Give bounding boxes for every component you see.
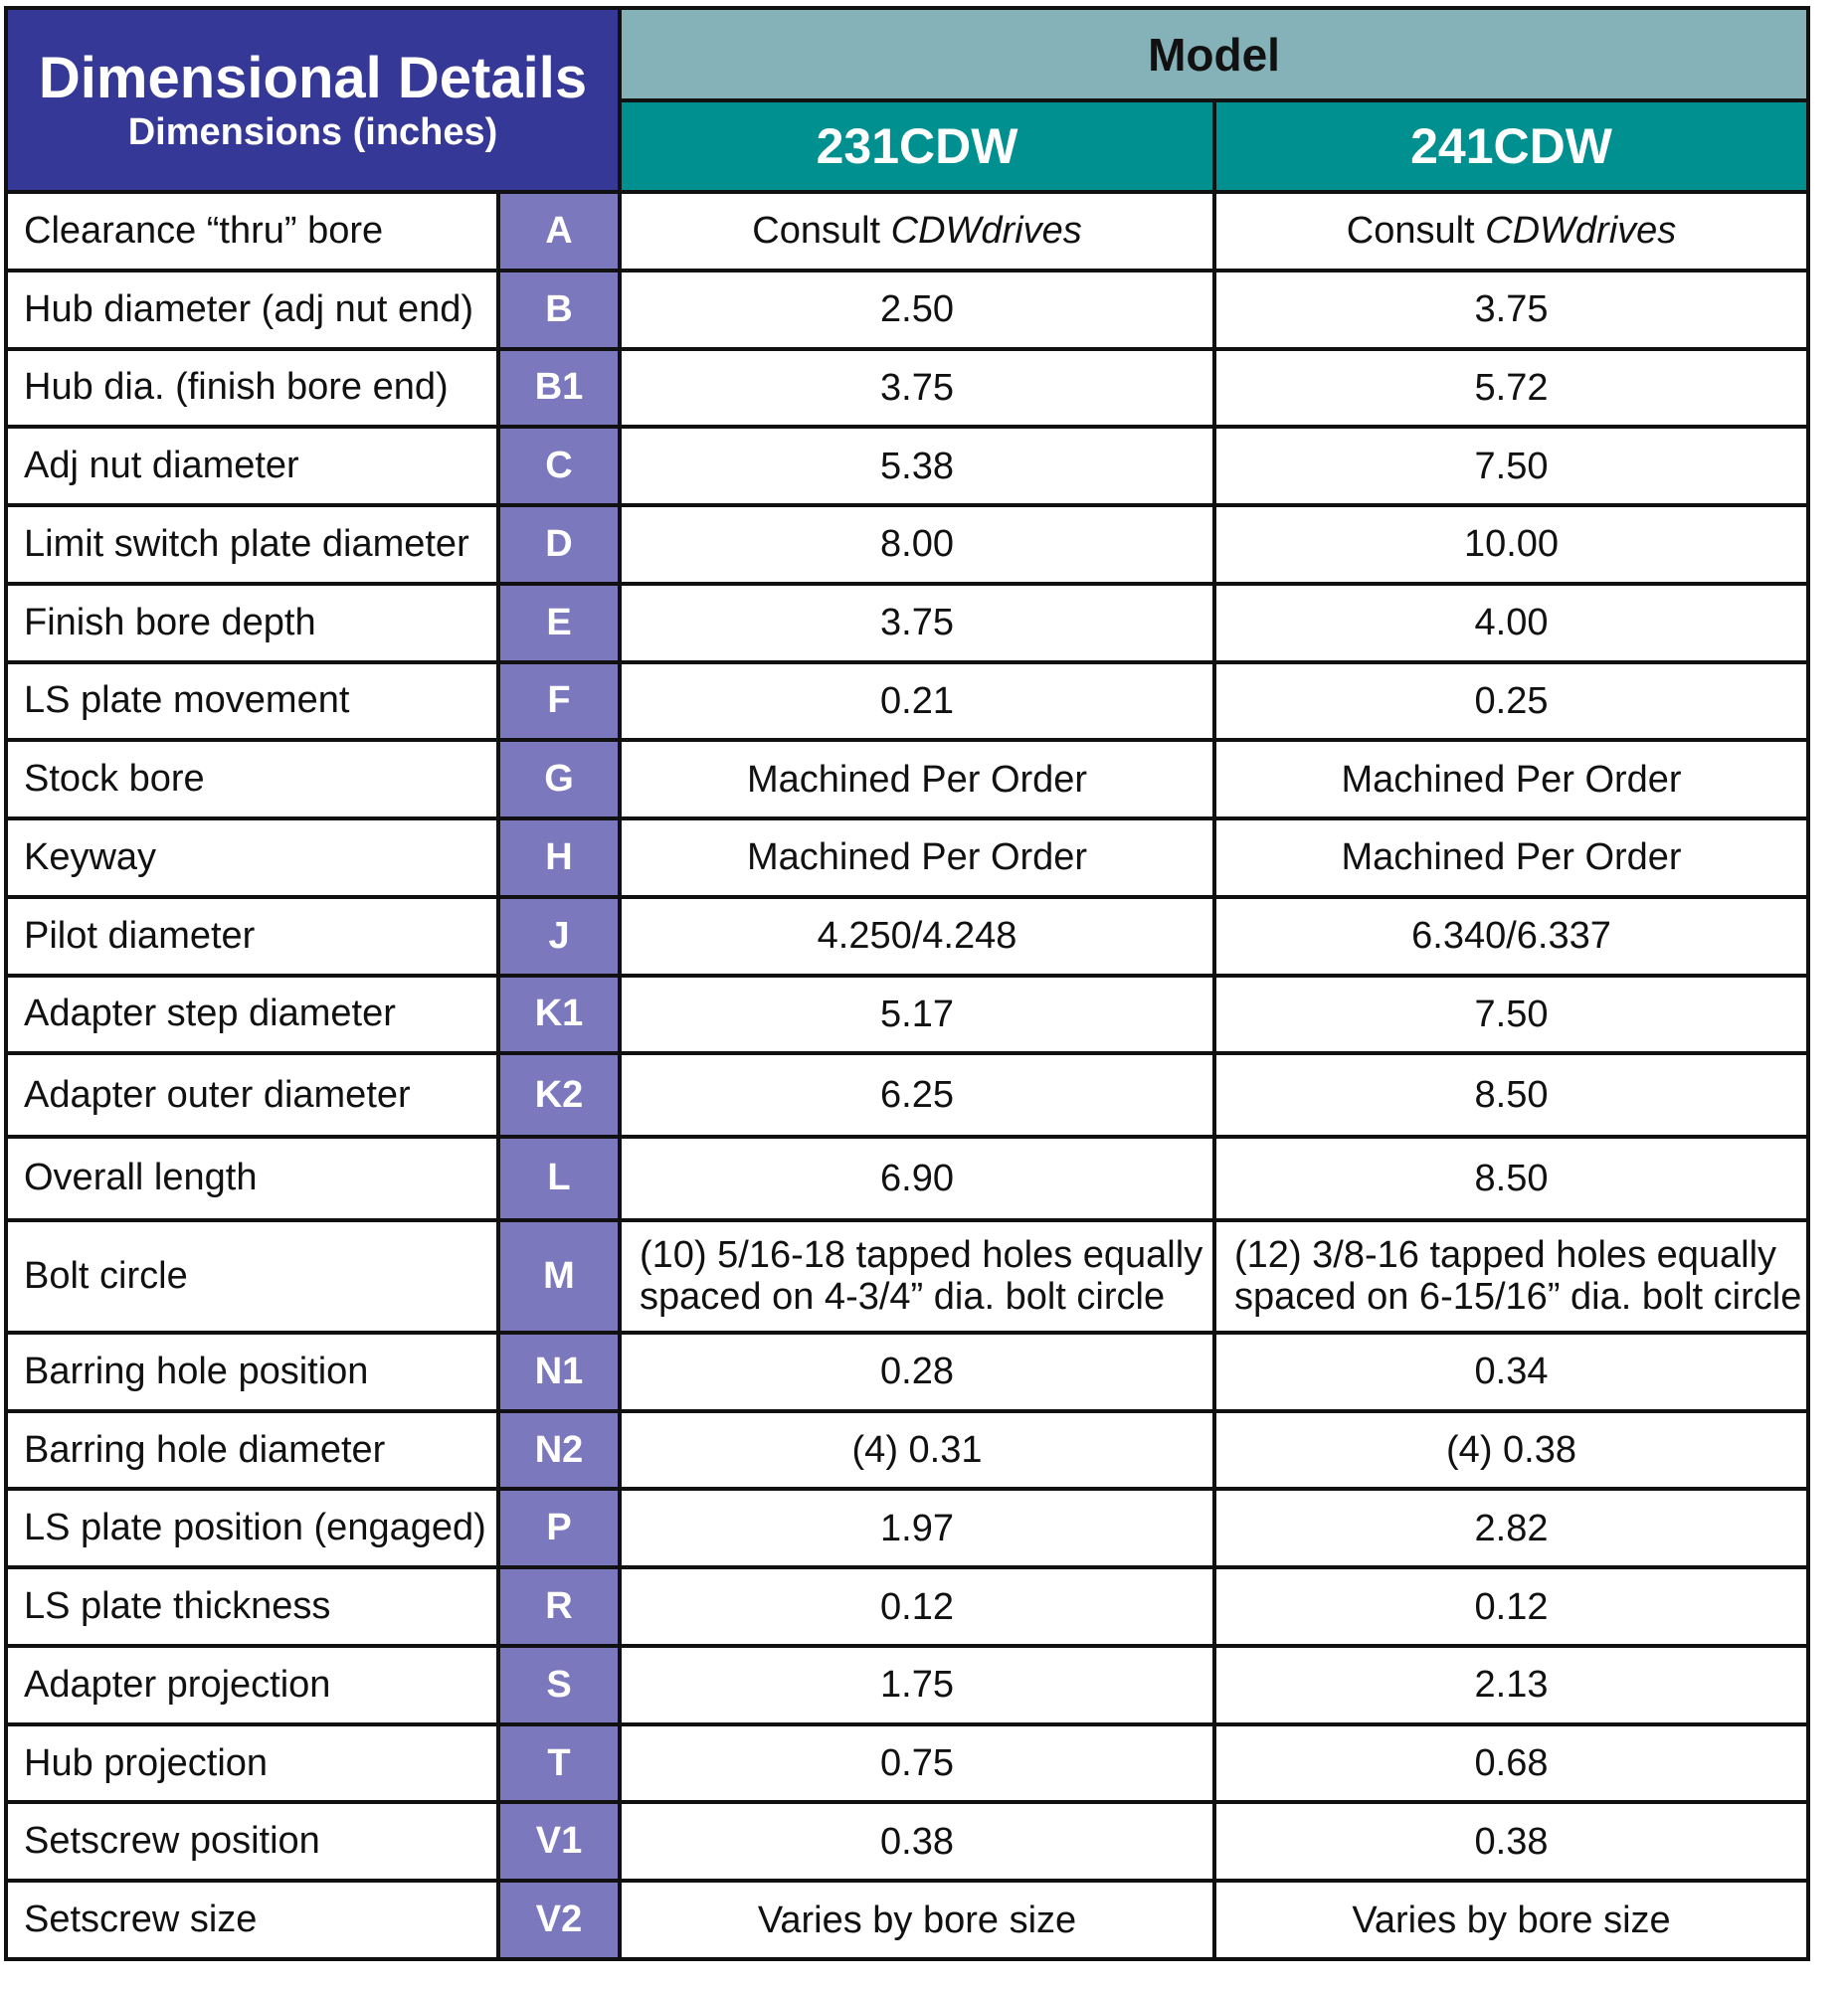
value-241cdw: 0.34 [1214,1333,1808,1411]
value-241cdw: Machined Per Order [1214,740,1808,818]
dimensions-table [4,6,1810,1961]
table-row [6,1724,1808,1803]
dimension-code: B1 [498,349,620,428]
dimension-code: E [498,584,620,662]
value-241cdw: (4) 0.38 [1214,1411,1808,1490]
dimension-code: J [498,897,620,976]
value-231cdw: (4) 0.31 [620,1411,1214,1490]
value-241cdw: 8.50 [1214,1137,1808,1220]
dimension-description: Adapter step diameter [6,976,498,1054]
dimension-code: D [498,505,620,584]
table-row [6,1567,1808,1646]
company-name: CDWdrives [890,210,1082,253]
model-header: Model [620,8,1808,100]
dimension-code: L [498,1137,620,1220]
dimension-description: Overall length [6,1137,498,1220]
value-231cdw: 4.250/4.248 [620,897,1214,976]
value-231cdw: Machined Per Order [620,740,1214,818]
dimension-code: V1 [498,1802,620,1881]
table-row [6,740,1808,818]
dimension-code: N2 [498,1411,620,1490]
dimension-description: Hub diameter (adj nut end) [6,271,498,349]
table-row [6,1489,1808,1567]
value-241cdw: 3.75 [1214,271,1808,349]
table-row [6,1053,1808,1137]
value-241cdw: 7.50 [1214,427,1808,505]
table-row [6,192,1808,271]
dimension-description: Limit switch plate diameter [6,505,498,584]
table-row [6,662,1808,741]
value-231cdw: Machined Per Order [620,818,1214,897]
value-line: spaced on 4-3/4” dia. bolt circle [640,1276,1166,1319]
value-231cdw: 3.75 [620,584,1214,662]
value-text: Consult [1346,210,1475,253]
value-line: spaced on 6-15/16” dia. bolt circle [1234,1276,1802,1319]
dimension-description: Clearance “thru” bore [6,192,498,271]
dimension-description: LS plate position (engaged) [6,1489,498,1567]
value-231cdw: 1.97 [620,1489,1214,1567]
dimension-code: S [498,1646,620,1724]
dimension-description: Finish bore depth [6,584,498,662]
value-231cdw: 0.28 [620,1333,1214,1411]
value-231cdw [620,192,1214,271]
dimension-code: M [498,1220,620,1333]
value-231cdw: 3.75 [620,349,1214,428]
value-line: (12) 3/8-16 tapped holes equally [1234,1234,1777,1277]
table-subtitle: Dimensions (inches) [127,110,498,153]
value-231cdw: 6.25 [620,1053,1214,1137]
dimension-description: Keyway [6,818,498,897]
value-241cdw: 4.00 [1214,584,1808,662]
company-name: CDWdrives [1485,210,1677,253]
dimension-description: Stock bore [6,740,498,818]
value-241cdw: 10.00 [1214,505,1808,584]
table-title-cell [6,8,620,192]
value-231cdw: 0.75 [620,1724,1214,1803]
dimension-code: C [498,427,620,505]
dimension-description: LS plate thickness [6,1567,498,1646]
table-row [6,505,1808,584]
model-name-241cdw: 241CDW [1214,100,1808,192]
table-row [6,427,1808,505]
value-231cdw: 0.38 [620,1802,1214,1881]
value-241cdw: 0.68 [1214,1724,1808,1803]
dimension-description: Adapter projection [6,1646,498,1724]
dimension-description: Hub dia. (finish bore end) [6,349,498,428]
dimension-description: Hub projection [6,1724,498,1803]
value-241cdw: 7.50 [1214,976,1808,1054]
dimension-code: B [498,271,620,349]
dimension-description: Barring hole diameter [6,1411,498,1490]
value-231cdw: 2.50 [620,271,1214,349]
value-241cdw [1214,1220,1808,1333]
dimension-code: P [498,1489,620,1567]
value-241cdw: 8.50 [1214,1053,1808,1137]
table-row [6,1137,1808,1220]
value-231cdw: 6.90 [620,1137,1214,1220]
dimension-description: Adapter outer diameter [6,1053,498,1137]
table-row [6,1333,1808,1411]
table-row [6,1881,1808,1959]
value-241cdw: 0.25 [1214,662,1808,741]
table-row [6,1802,1808,1881]
value-231cdw: 0.12 [620,1567,1214,1646]
value-241cdw: 0.38 [1214,1802,1808,1881]
table-body [6,192,1808,1959]
dimension-code: K1 [498,976,620,1054]
dimension-description: Pilot diameter [6,897,498,976]
table-row [6,349,1808,428]
value-241cdw: 2.82 [1214,1489,1808,1567]
dimension-description: LS plate movement [6,662,498,741]
dimension-code: A [498,192,620,271]
value-231cdw: 5.17 [620,976,1214,1054]
dimension-description: Adj nut diameter [6,427,498,505]
table-title: Dimensional Details [38,45,588,110]
value-231cdw: 1.75 [620,1646,1214,1724]
dimension-code: N1 [498,1333,620,1411]
dimension-description: Bolt circle [6,1220,498,1333]
table-row [6,271,1808,349]
dimension-description: Barring hole position [6,1333,498,1411]
table-row [6,1411,1808,1490]
table-row [6,976,1808,1054]
value-241cdw: 0.12 [1214,1567,1808,1646]
value-241cdw: Varies by bore size [1214,1881,1808,1959]
dimension-code: K2 [498,1053,620,1137]
value-241cdw: 5.72 [1214,349,1808,428]
value-line: (10) 5/16-18 tapped holes equally [640,1234,1203,1277]
value-231cdw: 5.38 [620,427,1214,505]
value-text: Consult [752,210,881,253]
value-241cdw [1214,192,1808,271]
dimension-description: Setscrew position [6,1802,498,1881]
dimension-code: R [498,1567,620,1646]
value-231cdw: 0.21 [620,662,1214,741]
value-231cdw [620,1220,1214,1333]
table-row [6,584,1808,662]
table-row [6,818,1808,897]
dimension-code: T [498,1724,620,1803]
value-231cdw: Varies by bore size [620,1881,1214,1959]
dimension-code: V2 [498,1881,620,1959]
value-241cdw: 6.340/6.337 [1214,897,1808,976]
dimension-code: G [498,740,620,818]
dimension-code: H [498,818,620,897]
value-241cdw: Machined Per Order [1214,818,1808,897]
value-231cdw: 8.00 [620,505,1214,584]
table-row [6,897,1808,976]
dimension-code: F [498,662,620,741]
model-name-231cdw: 231CDW [620,100,1214,192]
table-row [6,1646,1808,1724]
table-row [6,1220,1808,1333]
value-241cdw: 2.13 [1214,1646,1808,1724]
dimension-description: Setscrew size [6,1881,498,1959]
